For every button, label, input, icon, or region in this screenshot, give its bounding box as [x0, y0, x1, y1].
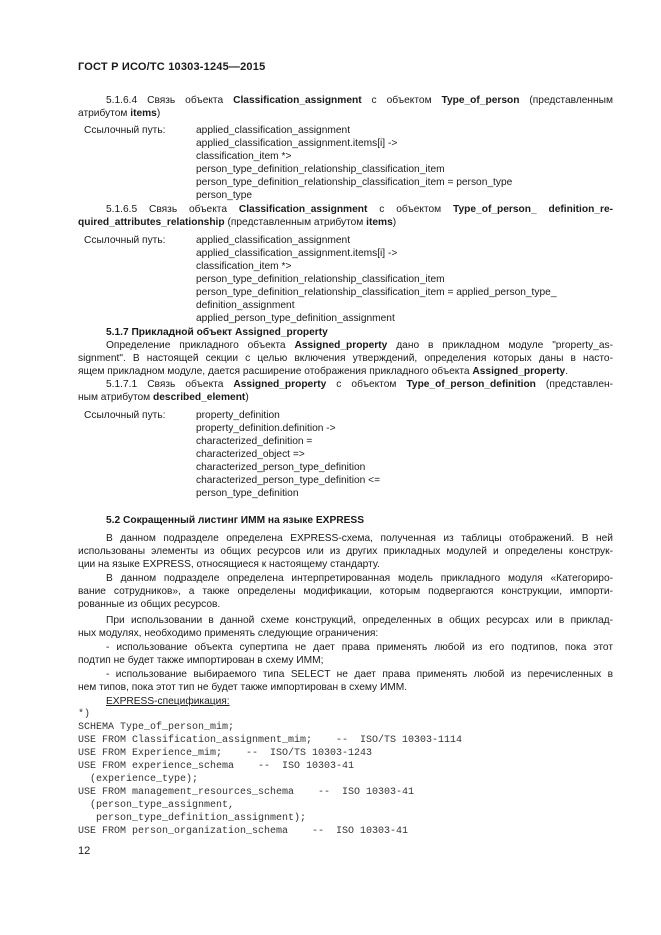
bullet-item: - использование объекта супертипа не дает права применять любой из его подтипов, пока этот — [106, 642, 613, 653]
code-line: USE FROM experience_schema -- ISO 10303-41 — [78, 761, 355, 772]
reference-path-line: characterized_person_type_definition — [196, 462, 366, 473]
reference-path-line: property_definition — [196, 410, 280, 421]
section-5171-line1: 5.1.7.1 Связь объекта Assigned_property с объектом Type_of_person_definition (представлен- — [106, 379, 614, 390]
section-517-para-line: ящем прикладном модуле, дается расширение отображения прикладного объекта Assigned_property. — [78, 366, 569, 377]
reference-path-line: applied_classification_assignment — [196, 235, 351, 246]
reference-path-line: characterized_object => — [196, 449, 305, 460]
section-5165-line2: quired_attributes_relationship (представленным атрибутом items) — [78, 217, 397, 228]
section-517-para-line: Определение прикладного объекта Assigned_property дано в прикладном модуле "property_as- — [106, 340, 613, 351]
reference-path-label: Ссылочный путь: — [84, 125, 166, 136]
reference-path-line: person_type_definition — [196, 488, 299, 499]
code-line: person_type_definition_assignment); — [78, 813, 307, 824]
section-52-para-line: ции на языке EXPRESS, относящиеся к настоящему стандарту. — [78, 559, 380, 570]
section-52-para-line: использованы элементы из общих ресурсов или из других прикладных модулей и определены конструк- — [78, 546, 613, 557]
reference-path-line: classification_item *> — [196, 151, 292, 162]
section-52-para-line: вание сотрудников», а также определены модификации, которым подвергаются конструкции, импорти- — [78, 586, 613, 597]
reference-path-line: person_type_definition_relationship_classification_item = applied_person_type_ — [196, 287, 557, 298]
reference-path-line: applied_classification_assignment.items[i] -> — [196, 138, 398, 149]
reference-path-line: applied_person_type_definition_assignment — [196, 313, 395, 324]
section-517-para-line: signment". В настоящей секции с целью включения утверждений, определения которых даны в насто- — [78, 353, 613, 364]
reference-path-line: definition_assignment — [196, 300, 295, 311]
section-52-para-line: В данном подразделе определена EXPRESS-схема, полученная из таблицы отображений. В ней — [106, 533, 613, 544]
reference-path-line: applied_classification_assignment — [196, 125, 351, 136]
code-line: USE FROM Experience_mim; -- ISO/TS 10303-1243 — [78, 748, 373, 759]
reference-path-line: applied_classification_assignment.items[i] -> — [196, 248, 398, 259]
reference-path-label: Ссылочный путь: — [84, 235, 166, 246]
reference-path-line: person_type — [196, 190, 253, 201]
reference-path-line: person_type_definition_relationship_classification_item = person_type — [196, 177, 513, 188]
reference-path-line: property_definition.definition -> — [196, 423, 336, 434]
code-line: SCHEMA Type_of_person_mim; — [78, 722, 235, 733]
reference-path-label: Ссылочный путь: — [84, 410, 166, 421]
reference-path-line: person_type_definition_relationship_classification_item — [196, 274, 445, 285]
reference-path-line: classification_item *> — [196, 261, 292, 272]
section-52-para-line: ных модулях, необходимо применять следующие ограничения: — [78, 628, 379, 639]
code-line: *) — [78, 709, 91, 720]
section-52-heading: 5.2 Сокращенный листинг ИММ на языке EXPRESS — [106, 515, 365, 526]
bullet-item: нем типов, пока этот тип не будет также импортирован в схему ИММ. — [78, 682, 408, 693]
document-header: ГОСТ Р ИСО/ТС 10303-1245—2015 — [78, 61, 266, 73]
section-5164-line2: атрибутом items) — [78, 108, 161, 119]
section-52-para-line: рованные из общих ресурсов. — [78, 599, 221, 610]
bullet-item: подтип не будет также импортирован в схему ИММ; — [78, 655, 324, 666]
page-number: 12 — [78, 845, 91, 857]
section-5165-line1: 5.1.6.5 Связь объекта Classification_assignment с объектом Type_of_person_ definition_re- — [106, 204, 614, 215]
section-517-heading: 5.1.7 Прикладной объект Assigned_property — [106, 327, 328, 338]
reference-path-line: characterized_person_type_definition <= — [196, 475, 381, 486]
section-52-para-line: При использовании в данной схеме конструкций, определенных в общих ресурсах или в приклад- — [106, 615, 613, 626]
code-line: (experience_type); — [78, 774, 199, 785]
code-line: USE FROM Classification_assignment_mim; -- ISO/TS 10303-1114 — [78, 735, 463, 746]
section-52-para-line: В данном подразделе определена интерпретированная модель прикладного модуля «Категориро- — [106, 573, 613, 584]
code-line: (person_type_assignment, — [78, 800, 235, 811]
section-5171-line2: ным атрибутом described_element) — [78, 392, 249, 403]
reference-path-line: person_type_definition_relationship_classification_item — [196, 164, 445, 175]
reference-path-line: characterized_definition = — [196, 436, 313, 447]
code-line: USE FROM person_organization_schema -- ISO 10303-41 — [78, 826, 409, 837]
section-5164-line1: 5.1.6.4 Связь объекта Classification_assignment с объектом Type_of_person (представленным — [106, 95, 614, 106]
express-spec-label: EXPRESS-спецификация: — [106, 696, 230, 707]
code-line: USE FROM management_resources_schema -- ISO 10303-41 — [78, 787, 415, 798]
bullet-item: - использование выбираемого типа SELECT не дает права применять любой из перечисленных в — [106, 669, 613, 680]
